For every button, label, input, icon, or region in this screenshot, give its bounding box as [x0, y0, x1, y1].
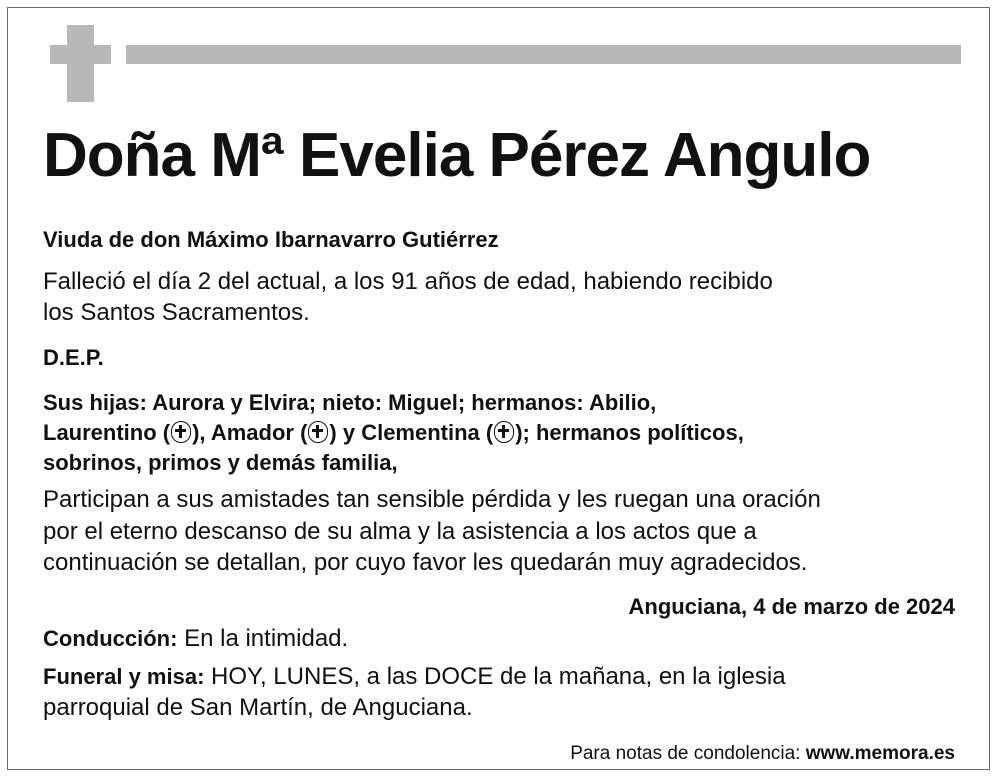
header-rule [126, 45, 961, 64]
place-date: Anguciana, 4 de marzo de 2024 [628, 594, 955, 619]
passing-line-2: los Santos Sacramentos. [43, 299, 310, 326]
condolence-notes [570, 741, 955, 767]
family-line-2d: ); hermanos políticos, [515, 420, 744, 445]
family-line-2c: ) y Clementina ( [329, 420, 494, 445]
family-list [43, 388, 744, 478]
request-paragraph [43, 484, 821, 579]
passing-statement [43, 266, 773, 328]
passing-line-1: Falleció el día 2 del actual, a los 91 años de edad, habiendo recibido [43, 268, 773, 295]
conduccion-line [43, 623, 348, 654]
funeral-text-1: HOY, LUNES, a las DOCE de la mañana, en la iglesia [204, 663, 786, 690]
cross-in-circle-icon [308, 421, 328, 443]
request-line-3: continuación se detallan, por cuyo favor les quedarán muy agradecidos. [43, 549, 808, 576]
family-line-2a: Laurentino ( [43, 420, 171, 445]
request-line-1: Participan a sus amistades tan sensible pérdida y les ruegan una oración [43, 486, 821, 513]
cross-in-circle-icon [171, 421, 191, 443]
family-line-1: Sus hijas: Aurora y Elvira; nieto: Miguel; hermanos: Abilio, [43, 390, 657, 415]
rip-text: D.E.P. [43, 345, 104, 370]
deceased-name: Doña Mª Evelia Pérez Angulo [43, 121, 871, 190]
request-line-2: por el eterno descanso de su alma y la asistencia a los actos que a [43, 517, 757, 545]
conduccion-text: En la intimidad. [177, 625, 349, 652]
family-line-3: sobrinos, primos y demás familia, [43, 450, 398, 475]
conduccion-label: Conducción: [43, 626, 178, 651]
funeral-label: Funeral y misa: [43, 664, 205, 689]
funeral-text-2: parroquial de San Martín, de Anguciana. [43, 694, 473, 721]
condolence-website-link[interactable]: www.memora.es [805, 743, 955, 764]
funeral-line [43, 661, 786, 723]
cross-horizontal-bar [50, 45, 111, 64]
cross-in-circle-icon [494, 421, 514, 443]
notes-prefix: Para notas de condolencia: [570, 743, 806, 764]
widow-line: Viuda de don Máximo Ibarnavarro Gutiérrez [43, 227, 499, 252]
family-line-2b: ), Amador ( [192, 420, 308, 445]
